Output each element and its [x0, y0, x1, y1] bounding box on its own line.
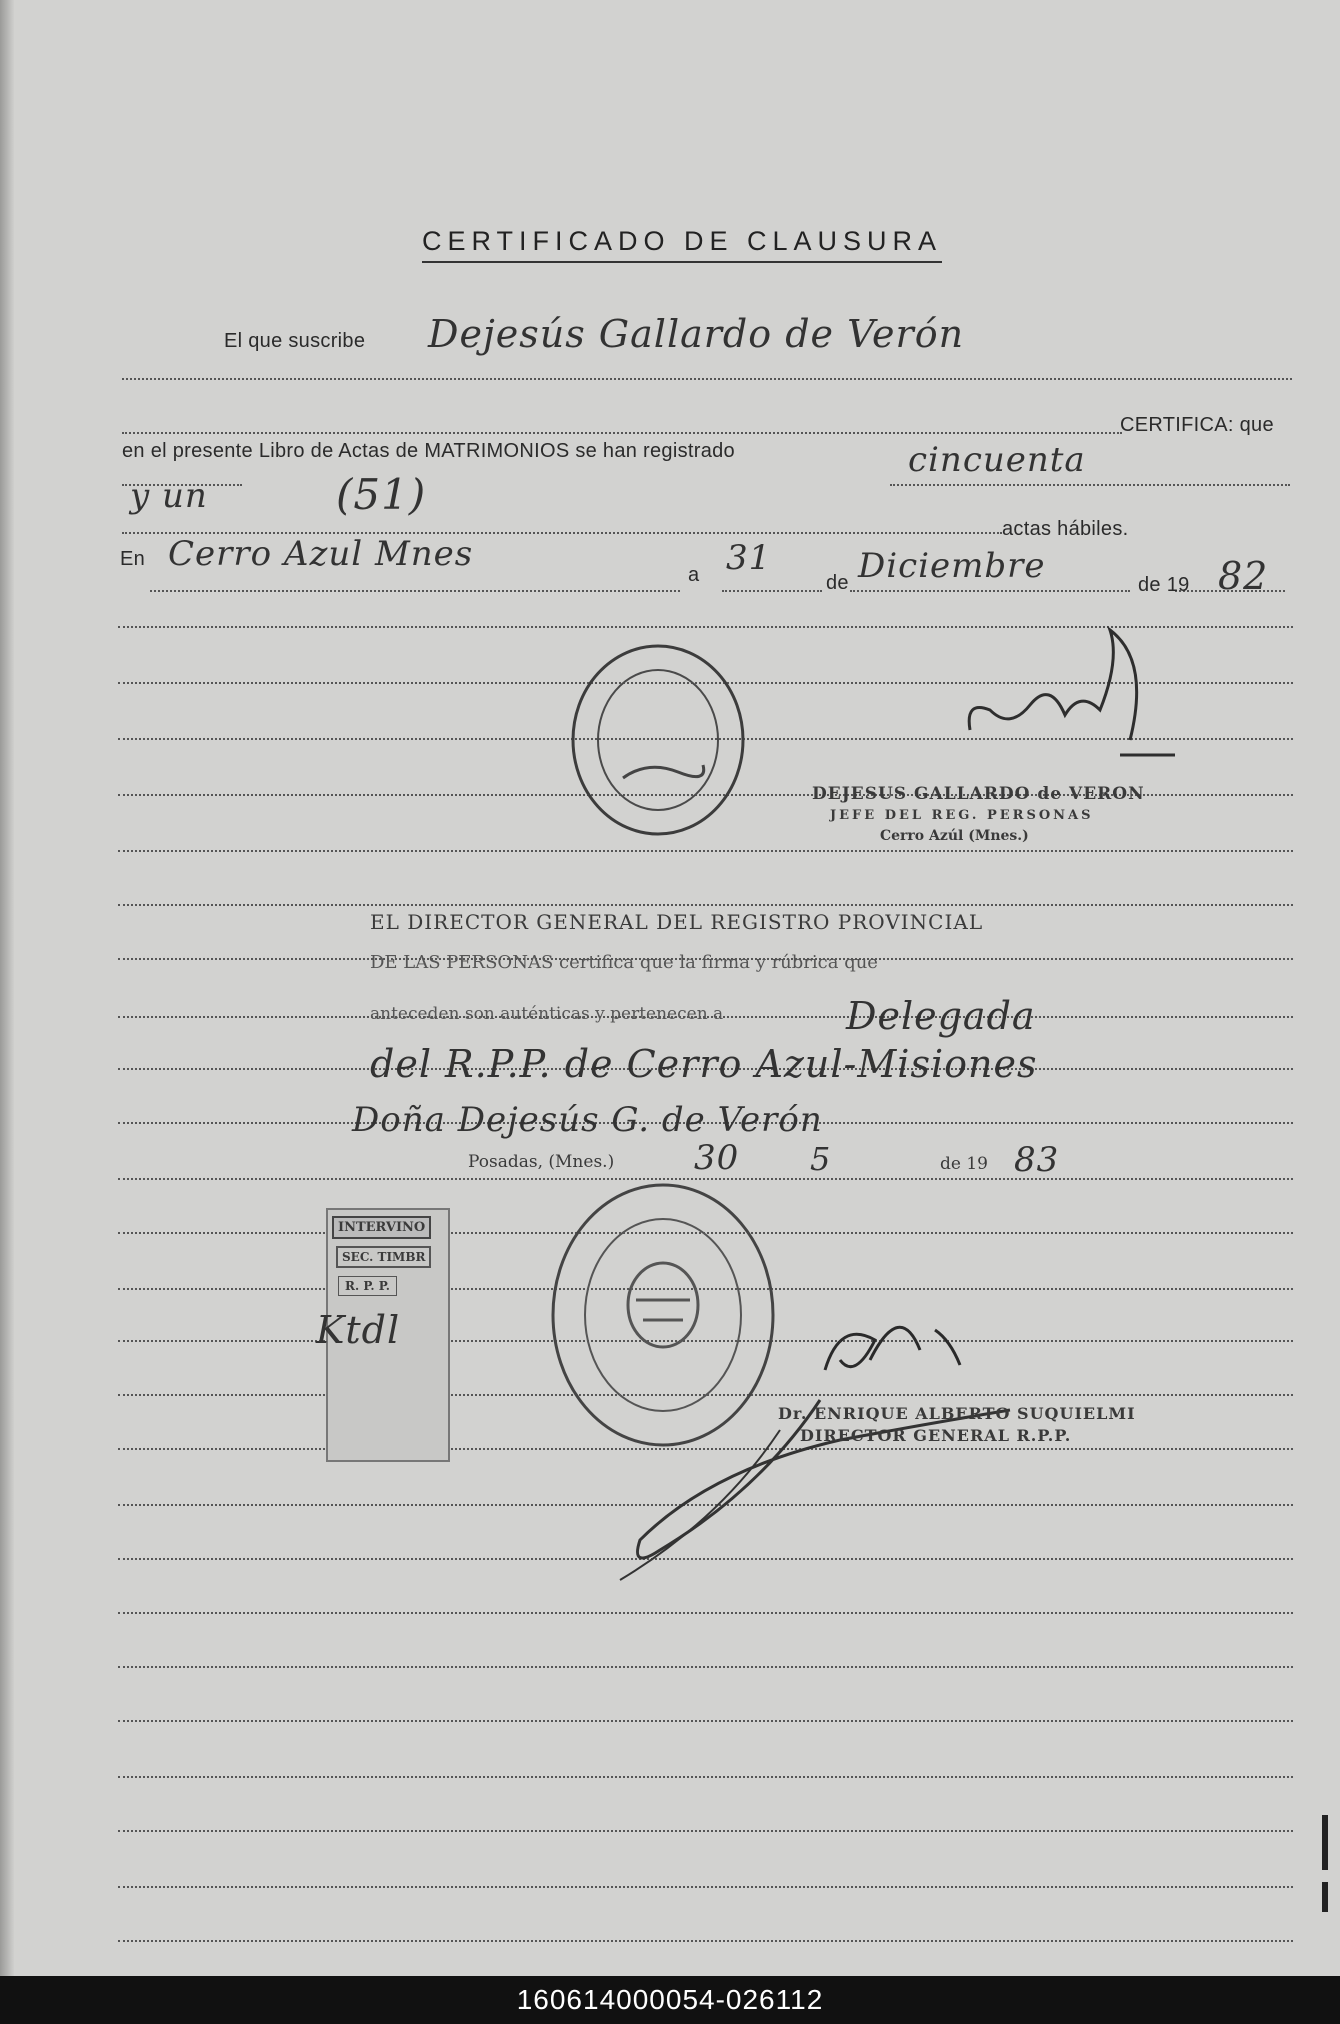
edge-mark: [1322, 1815, 1328, 1870]
handwritten-posadas-day: 30: [694, 1138, 740, 1178]
stamp-sec-timbr: SEC. TIMBR: [336, 1246, 431, 1268]
document-id-bar: 160614000054-026112: [0, 1976, 1340, 2024]
rule-line: [722, 590, 822, 592]
handwritten-day: 31: [726, 538, 772, 578]
stamp-veron-role: JEFE DEL REG. PERSONAS: [830, 808, 1094, 823]
form-label-suscribe: El que suscribe: [224, 330, 366, 352]
rule-line: [118, 904, 1293, 906]
rule-line: [118, 1886, 1293, 1888]
rule-line: [118, 1940, 1293, 1942]
stamp-rpp: R. P. P.: [338, 1276, 397, 1296]
handwritten-count-words-1: cincuenta: [908, 440, 1086, 480]
rule-line: [118, 1776, 1293, 1778]
handwritten-delegada-2: del R.P.P. de Cerro Azul-Misiones: [370, 1042, 1038, 1086]
rule-line: [890, 484, 1290, 486]
handwritten-delegada-3: Doña Dejesús G. de Verón: [352, 1100, 823, 1140]
document-title: CERTIFICADO DE CLAUSURA: [422, 226, 942, 263]
signature-veron-icon: [960, 620, 1180, 760]
intervino-box: [316, 1208, 450, 1462]
form-label-certifica: CERTIFICA: que: [1120, 414, 1274, 436]
registry-seal-icon: [568, 640, 748, 840]
stamp-director-line-2: DE LAS PERSONAS certifica que la firma y rúbrica que: [370, 952, 878, 973]
form-label-actas-habiles: actas hábiles.: [1002, 518, 1129, 540]
handwritten-count-words-2: y un: [130, 476, 208, 516]
edge-mark: [1322, 1882, 1328, 1912]
handwritten-month: Diciembre: [858, 546, 1046, 586]
rule-line: [122, 432, 1122, 434]
stamp-posadas-de: de 19: [940, 1154, 988, 1174]
stamp-director-name: Dr. ENRIQUE ALBERTO SUQUIELMI: [778, 1404, 1136, 1423]
form-label-en: En: [120, 548, 146, 570]
handwritten-count-number: (51): [336, 470, 427, 519]
stamp-veron-place: Cerro Azúl (Mnes.): [880, 828, 1029, 844]
rule-line: [118, 1612, 1293, 1614]
handwritten-delegada-1: Delegada: [846, 994, 1036, 1038]
handwritten-place: Cerro Azul Mnes: [168, 534, 474, 574]
rule-line: [150, 590, 680, 592]
form-label-a: a: [688, 564, 700, 586]
rule-line: [118, 1666, 1293, 1668]
handwritten-posadas-year: 83: [1014, 1140, 1060, 1180]
handwritten-suscribe-name: Dejesús Gallardo de Verón: [428, 312, 965, 356]
stamp-veron-name: DEJESUS GALLARDO de VERON: [812, 784, 1145, 804]
rule-line: [118, 1830, 1293, 1832]
rule-line: [118, 850, 1293, 852]
handwritten-posadas-month: 5: [810, 1140, 832, 1178]
stamp-director-line-1: EL DIRECTOR GENERAL DEL REGISTRO PROVINCIAL: [370, 910, 984, 934]
form-label-de-19: de 19: [1138, 574, 1190, 596]
stamp-director-role: DIRECTOR GENERAL R.P.P.: [800, 1426, 1072, 1445]
form-label-presente: en el presente Libro de Actas de MATRIMONIOS se han registrado: [122, 440, 735, 462]
rule-line: [850, 590, 1130, 592]
handwritten-year-suffix: 82: [1218, 554, 1269, 598]
rule-line: [118, 1720, 1293, 1722]
stamp-intervino: INTERVINO: [332, 1216, 431, 1239]
form-label-de: de: [826, 572, 849, 594]
stamp-director-line-3: anteceden son auténticas y pertenecen a: [370, 1004, 724, 1024]
rule-line: [122, 378, 1292, 380]
stamp-posadas: Posadas, (Mnes.): [468, 1152, 615, 1172]
handwritten-intervino-initials: Ktdl: [316, 1308, 401, 1352]
